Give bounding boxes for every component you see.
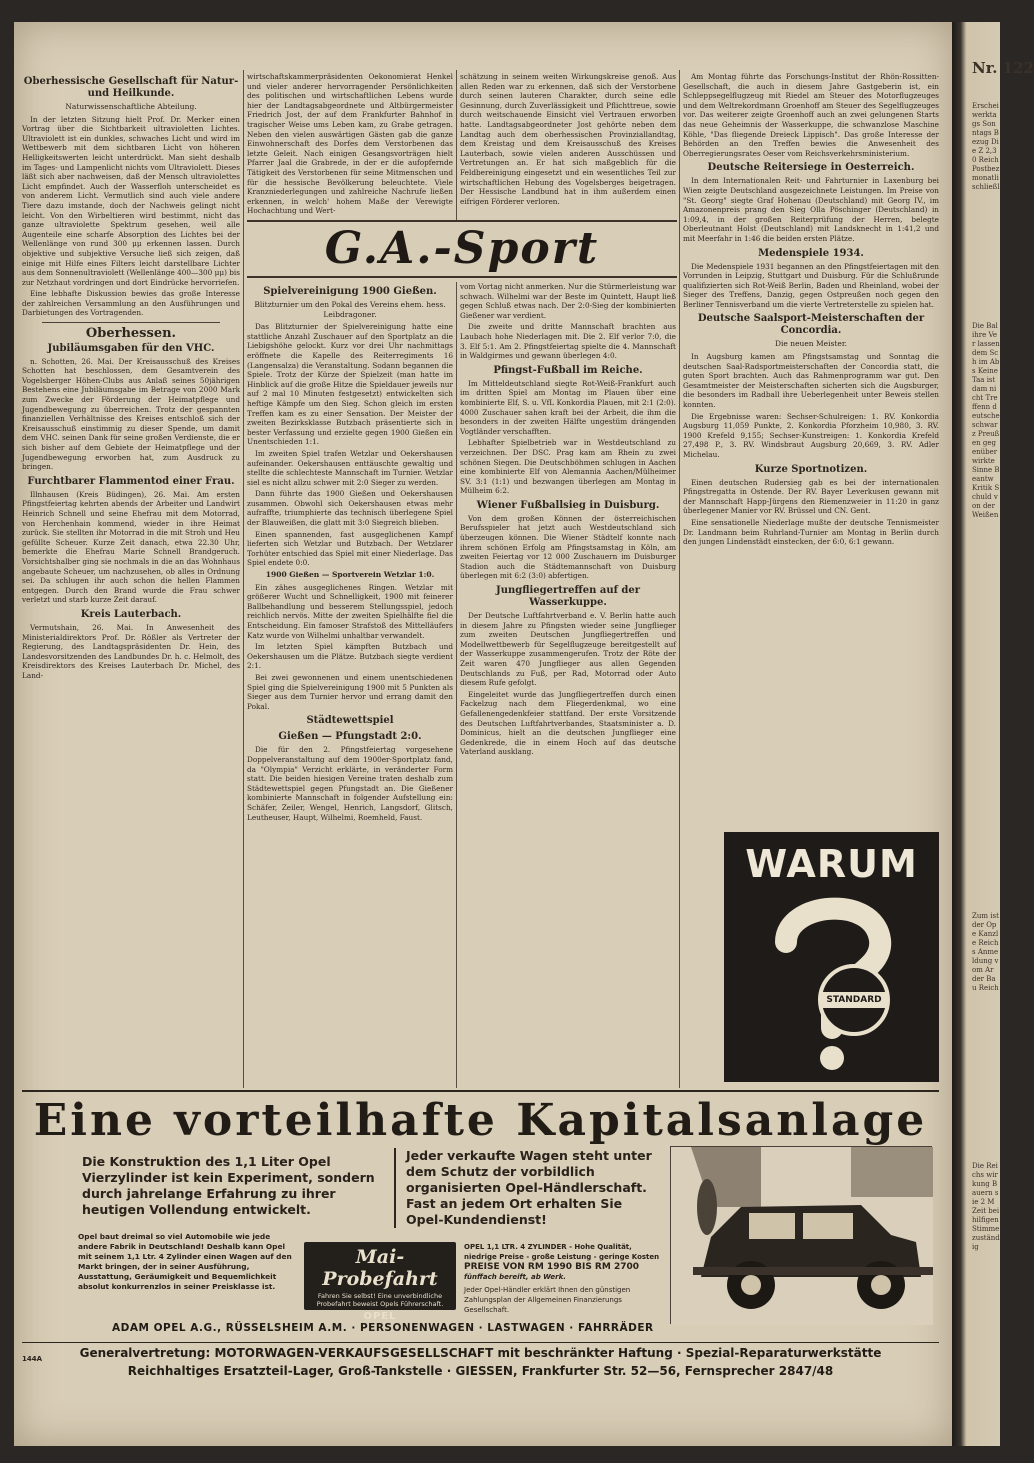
- ad-middle-text: Jeder verkaufte Wagen steht unter dem Schutz der vorbildlich organisierten Opel-Händlerschaft. Fast an jedem Ort erhalten Sie Opel-Kundendienst!: [394, 1148, 659, 1228]
- question-mark-icon: [724, 832, 939, 1082]
- article-subheadline: Naturwissenschaftliche Abteilung.: [65, 102, 197, 111]
- ad-standard-brand: STANDARD: [826, 995, 882, 1005]
- article-headline: Deutsche Saalsport-Meisterschaften der Concordia.: [697, 313, 925, 337]
- article-paragraph: vom Vortag nicht anmerken. Nur die Stürmerleistung war schwach. Wilhelmi war der Beste im Quintett, Haupt ließ gegen Schluß etwas nach. Der 2:0-Sieg der kombinierten Gießener war verdient.: [460, 282, 676, 320]
- article-paragraph: wirtschaftskammerpräsidenten Oekonomierat Henkel und vieler anderer hervorragender Persönlichkeiten des politischen und wirtschaftlichen Lebens wurde hier der Landtagsabgeordnete und Altbürgermeister Friedrich Jost, der auf dem Frankfurter Bahnhof in tragischer Weise ums Leben kam, zu Grabe getragen. Neben den vielen auswärtigen Gästen gab die ganze Einwohnerschaft des Dorfes dem Verstorbenen das letzte Geleit. Nach einigen Gesangsvorträgen hielt Pfarrer Jaal die Grabrede, in der er die aufopfernde Tätigkeit des Verstorbenen für seine Mitmenschen und für die hessische Bevölkerung beleuchtete. Viele Kranzniederlegungen und zahlreiche Nachrufe ließen erkennen, in welch' hohem Maße der Verewigte Hochachtung und Wert-: [247, 72, 453, 216]
- ad-company-line: ADAM OPEL A.G., RÜSSELSHEIM A.M. · PERSONENWAGEN · LASTWAGEN · FAHRRÄDER: [112, 1322, 654, 1334]
- sport-column-right: [460, 282, 676, 1088]
- ad-divider: [22, 1342, 939, 1343]
- article-headline: Jungfliegertreffen auf der Wasserkuppe.: [495, 585, 641, 609]
- article-subheadline: Die neuen Meister.: [775, 339, 847, 349]
- opel-logo: OPEL: [363, 1311, 397, 1322]
- page-code: 144A: [22, 1355, 43, 1363]
- top-middle-column: [247, 72, 453, 220]
- article-headline: Kurze Sportnotizen.: [754, 463, 868, 475]
- article-paragraph: Eine sensationelle Niederlage mußte der deutsche Tennismeister Dr. Landmann beim Ruhrland-Turnier am Montag in Berlin durch den jungen Lindenstädt einstecken, der 6:0, 6:1 gewann.: [683, 517, 939, 547]
- ad-specs: [464, 1242, 664, 1315]
- car-illustration: [670, 1146, 932, 1324]
- match-result-heading: 1900 Gießen — Sportverein Wetzlar 1:0.: [265, 570, 435, 580]
- article-paragraph: Eingeleitet wurde das Jungfliegertreffen durch einen Fackelzug nach dem Fliegerdenkmal, wo eine Gefallenengedenkfeier stattfand. Der erste Vorsitzende des Deutschen Luftfahrtverbandes, Staatsminister a. D. Dominicus, hielt an die deutschen Jungflieger eine Gedenkrede, die in einem Hoch auf das deutsche Vaterland ausklang.: [460, 689, 676, 757]
- section-rule: [42, 322, 220, 323]
- article-headline: Kreis Lauterbach.: [80, 608, 182, 620]
- column-divider: [456, 282, 457, 1088]
- specs-line: fünffach bereift, ab Werk.: [464, 1273, 566, 1281]
- article-paragraph: Im zweiten Spiel trafen Wetzlar und Oekershausen aufeinander. Oekershausen enttäuschte gewaltig und stellte die schlechteste Mannschaft im Turnier. Wetzlar siel es nicht allzu schwer mit 2:0 Sieger zu werden.: [247, 448, 453, 487]
- sport-section-title: G.A.-Sport: [324, 223, 600, 274]
- article-paragraph: Von dem großen Können der österreichischen Berufsspieler hat jetzt auch Westdeutschland sich überzeugen können. Die Wiener Städtelf konnte nach ihrem schönen Erfolg am Pfingstsamstag in Köln, am zweiten Feiertag vor 12 000 Zuschauern im Duisburger Stadion auch die Städtemannschaft von Duisburg überlegen mit 6:2 (3:0) abfertigen.: [460, 513, 676, 581]
- article-paragraph: In dem Internationalen Reit- und Fahrturnier in Laxenburg bei Wien zeigte Deutschland ausgezeichnete Leistungen. Im Preise von "St. Georg" siegte Graf Hohenau (Deutschland) mit Georg IV., im Amazonenpreis prang den Sieg Olla Pöschinger (Deutschland) in 1:09,4, in der großen Reiterprüfung der Herren, belegte Oberleutnant Holst (Deutschland) mit Landsknecht in 1:41,2 und mit Meerfahr in 1:46 die beiden ersten Plätze.: [683, 176, 939, 243]
- section-headline: Oberhessen.: [85, 326, 177, 342]
- article-paragraph: Die zweite und dritte Mannschaft brachten aus Laubach hohe Niederlagen mit. Die 2. Elf verlor 7:0, die 3. Elf 5:1. Am 2. Pfingstfeiertag spielte die 4. Mannschaft in Waldgirmes und gewann überlegen 4:0.: [460, 322, 676, 361]
- right-column: [683, 72, 939, 832]
- article-paragraph: Die für den 2. Pfingstfeiertag vorgesehene Doppelveranstaltung auf dem 1900er-Sportplatz fand, da "Olympia" Verzicht erklärte, in veränderter Form statt. Die beiden hiesigen Vereine traten deshalb zum Städtewettspiel gegen Pfungstadt an. Die Gießener kombinierte Mannschaft in folgender Aufstellung ein: Schäfer, Zeiler, Wengel, Henrich, Langsdorf, Glitsch, Leutheuser, Haupt, Wilhelmi, Roemheld, Faust.: [247, 745, 453, 822]
- sport-header-rule-top: [247, 220, 677, 222]
- article-paragraph: Einen spannenden, fast ausgeglichenen Kampf lieferten sich Wetzlar und Butzbach. Der Wetzlarer Torhüter entschied das Spiel mit einer Niederlage. Das Spiel endete 0:0.: [247, 529, 453, 568]
- gutter-text-block: Die Reichs wirkung Bauern sie 2 M Zeit bei hilfigen Stimme zuständig: [972, 1162, 1000, 1251]
- article-headline: Spielvereinigung 1900 Gießen.: [263, 286, 437, 297]
- article-headline: Pfingst-Fußball im Reiche.: [493, 364, 643, 376]
- article-headline: Furchtbarer Flammentod einer Frau.: [27, 475, 235, 487]
- left-column: [22, 72, 240, 1090]
- article-paragraph: In Augsburg kamen am Pfingstsamstag und Sonntag die deutschen Saal-Radsportmeisterschaften der Concordia statt, die guten Sport brachten. Auch das Rahmenprogramm war gut. Den Gesamtmeister der Meisterschaften sicherten sich die Augsburger, die besonders im Radball ihre Ueberlegenheit unter Beweis stellen konnten.: [683, 352, 939, 410]
- badge-title: Mai-Probefahrt: [322, 1246, 438, 1290]
- article-subheadline: Blitzturnier um den Pokal des Vereins ehem. hess. Leibdragoner.: [254, 300, 446, 319]
- sport-column-left: [247, 282, 453, 1088]
- article-paragraph: n. Schotten, 26. Mai. Der Kreisausschuß des Kreises Schotten hat beschlossen, dem Gesamtverein des Vogelsberger Höhen-Clubs aus Anlaß seines 50jährigen Bestehens eine Jubiläumsgabe im Betrage von 2000 Mark zum Zwecke der Förderung der Heimatpflege und Jugendbewegung zu überreichen. Trotz der gespannten finanziellen Verhältnisse des Kreises entschloß sich der Kreisausschuß einstimmig zu dieser Spende, um damit dem VHC. seinen Dank für seine großen Verdienste, die er sich bisher auf dem Gebiete der Heimatpflege und der Jugendbewegung erworben hat, zum Ausdruck zu bringen.: [22, 356, 240, 472]
- sport-header-rule-bottom: [247, 276, 677, 278]
- specs-price: PREISE VON RM 1990 BIS RM 2700: [464, 1262, 640, 1272]
- article-headline: Deutsche Reitersiege in Oesterreich.: [707, 162, 915, 174]
- article-paragraph: Die Ergebnisse waren: Sechser-Schulreigen: 1. RV. Konkordia Augsburg 11,059 Punkte, 2. Konkordia Pforzheim 10,980, 3. RV. 1900 Krefeld 9,155; Sechser-Kunstreigen: 1. Konkordia Krefeld 27,498 P., 3. RV. Windsbraut Augsburg 20,669, 3. RV. Adler Michelau.: [683, 411, 939, 459]
- article-paragraph: Eine lebhafte Diskussion bewies das große Interesse der zahlreichen Versammlung an den Ausführungen und Darbietungen des Vortragenden.: [22, 289, 240, 318]
- top-right-middle-column: [460, 72, 676, 220]
- ad-dealer-line: Generalvertretung: MOTORWAGEN-VERKAUFSGESELLSCHAFT mit beschränkter Haftung · Spezial-Reparaturwerkstätte: [79, 1346, 882, 1360]
- car-icon: [671, 1147, 933, 1325]
- article-headline: Medenspiele 1934.: [758, 247, 864, 259]
- specs-line: Jeder Opel-Händler erklärt Ihnen den günstigen Zahlungsplan der Allgemeinen Finanzierungs Gesellschaft.: [464, 1286, 631, 1314]
- article-headline: Oberhessische Gesellschaft für Natur- und Heilkunde.: [23, 76, 239, 99]
- article-paragraph: In der letzten Sitzung hielt Prof. Dr. Merker einen Vortrag über die Sichtbarkeit ultravioletten Lichtes. Ultraviolett ist ein dunkles, schwaches Licht und wird im Wettbewerb mit dem sichtbaren Licht von höheren Helligkeitswerten leicht unterdrückt. Man sieht deshalb im Tages- und Lampenlicht nichts vom Ultraviolett. Dieses läßt sich aber nachweisen, daß der Mensch ultraviolettes Licht empfindet. Auch der Wasserfloh unterscheidet es von anderem Licht. Vermutlich sind auch viele andere Tiere dazu imstande, doch der Nachweis gelingt nicht leicht. Von den Wirbeltieren wird bestimmt, nicht das ganze ultraviolette Spektrum gesehen, weil alle Augenteile eine scharfe Absorption des Lichtes bei der Wellenlänge von rund 300 μμ erkennen lassen. Durch objektive und subjektive Versuche ließ sich zeigen, daß einige mit Hilfe eines Filters leicht darstellbare Lichter aus dem Sonnenultraviolett (Wellenlänge 400—300 μμ) bis zur Netzhaut vordringen und dort Eindrücke hervorriefen.: [22, 114, 240, 287]
- ad-warum-word: WARUM: [745, 842, 918, 886]
- article-paragraph: Der Deutsche Luftfahrtverband e. V. Berlin hatte auch in diesem Jahre zu Pfingsten wieder seine Jungflieger zum zweiten Deutschen Jungfliegertreffen und Modellwettbewerb für Segelflugzeuge bereitgestellt auf der Wasserkuppe zusammengerufen. Trotz der Röte der Zeit waren 470 Jungflieger aus allen Gegenden Deutschlands zu Fuß, per Rad, Motorrad oder Auto diesem Rufe gefolgt.: [460, 611, 676, 688]
- ad-dealer-address: Reichhaltiges Ersatzteil-Lager, Groß-Tankstelle · GIESSEN, Frankfurter Str. 52—56, Fernsprecher 2847/48: [127, 1364, 834, 1378]
- specs-line: OPEL 1,1 LTR. 4 ZYLINDER - Hohe Qualität, niedrige Preise - große Leistung - geringe Kosten: [464, 1243, 660, 1261]
- ad-small-text: Opel baut dreimal so viel Automobile wie jede andere Fabrik in Deutschland! Deshalb kann Opel mit seinem 1,1 Ltr. 4 Zylinder einen Wagen auf den Markt bringen, der in seiner Ausführung, Ausstattung, Geräumigkeit und Bequemlichkeit absolut konkurrenzlos in seiner Preisklasse ist.: [78, 1232, 292, 1291]
- article-paragraph: schätzung in seinem weiten Wirkungskreise genoß. Aus allen Reden war zu erkennen, daß sich der Verstorbene durch seinen lauteren Charakter, durch seine edle Gesinnung, durch Zuverlässigkeit und Pflichttreue, sowie durch weitschauende Einsicht viel Vertrauen erworben hatte. Landtagsabgeordneter Jost gehörte neben dem Landtag auch dem oberhessischen Provinziallandtag, dem Kreistag und dem Kreisausschuß des Kreises Lauterbach, sowie vielen anderen Ausschüssen und Vertretungen an. Er hat sich maßgeblich für die Feldbereinigung eingesetzt und ein wesentliches Teil zur wirtschaftlichen Hebung des Vogelsberges beigetragen. Der Hessische Landbund hat in ihm außerdem einen eifrigen Förderer verloren.: [460, 72, 676, 206]
- ad-left-text: Die Konstruktion des 1,1 Liter Opel Vierzylinder ist kein Experiment, sondern durch jahrelange Erfahrung zu ihrer heutigen Vollendung entwickelt.: [82, 1154, 375, 1217]
- gutter-text-block: Erschei werktags Sonntags Bezug Die Z 2,30 Reich Postbez monatli schließl: [972, 102, 1000, 191]
- article-paragraph: Im Mitteldeutschland siegte Rot-Weiß-Frankfurt auch im dritten Spiel am Montag im Plauen über eine kombinierte Elf, S. u. VfL Konkordia Plauen, mit 2:1 (2:0). 4000 Zuschauer sahen kraft bei der Arbeit, die ihm die besonders in der zweiten Hälfte ungestüm drängenden Vogtländer verschafften.: [460, 378, 676, 436]
- article-headline: Wiener Fußballsieg in Duisburg.: [476, 499, 660, 511]
- column-divider: [243, 70, 244, 1088]
- column-divider: [456, 70, 457, 220]
- article-paragraph: Ein zähes ausgeglichenes Ringen. Wetzlar mit größerer Wucht und Schnelligkeit, 1900 mit feinerer Ballbehandlung und besserem Stellungsspiel, jedoch reichlich nervös. Mitte der zweiten Spielhälfte fiel die Entscheidung. Ein famoser Strafstoß des Mittelläufers Katz wurde von Wilhelmi unhaltbar verwandelt.: [247, 582, 453, 640]
- ad-headline: Eine vorteilhafte Kapitalsanlage: [33, 1095, 928, 1146]
- article-paragraph: Dann führte das 1900 Gießen und Oekershausen zusammen. Obwohl sich Oekershausen etwas mehr aufraffte, triumphierte das technisch überlegene Spiel der Blauweißen, die glatt mit 3:0 Siegreich blieben.: [247, 489, 453, 528]
- ad-probefahrt-badge: [304, 1242, 456, 1322]
- article-headline: Jubiläumsgaben für den VHC.: [47, 342, 215, 354]
- article-paragraph: Einen deutschen Rudersieg gab es bei der internationalen Pfingstregatta in Ostende. Der RV. Bayer Leverkusen gewann mit der Mannschaft Happ-Jürgens den Riemenzweier in 11:20 in ganz überlegener Manier vor RV. Brüssel und CN. Gent.: [683, 477, 939, 516]
- column-divider: [679, 70, 680, 1088]
- article-paragraph: Illnhausen (Kreis Büdingen), 26. Mai. Am ersten Pfingstfeiertag kehrten abends der Arbeiter und Landwirt Heinrich Schnell und seine Ehefrau mit dem Motorrad, von Herchenhain kommend, wieder in ihre Heimat zurück. Sie stellten ihr Motorrad in die mit Stroh und Heu gefüllte Scheuer. Kurze Zeit danach, etwa 22.30 Uhr, bemerkte die Ehefrau Marie Schnell Brandgeruch. Vorsichtshalber ging sie nochmals in die an das Wohnhaus angebaute Scheuer, um nachzusehen, ob alles in Ordnung sei. Da schlugen ihr auch schon die hellen Flammen entgegen. Durch den Brand wurde die Frau schwer verletzt und starb kurze Zeit darauf.: [22, 489, 240, 605]
- article-paragraph: Die Medenspiele 1931 begannen an den Pfingstfeiertagen mit den Vorrunden in Leipzig, Stuttgart und Duisburg. Für die Schlußrunde qualifizierten sich Rot-Weiß Berlin, Baden und Rheinland, wobei der Sieger des Treffens, Danzig, gegen Ostpreußen noch gegen den Berliner Tennisverband um die vierte Vertreterstelle zu spielen hat.: [683, 261, 939, 309]
- gutter-text-block: Zum ist der Ope Kanzle Reichs Anmeldung vom Ar der Bau Reich: [972, 912, 999, 992]
- article-paragraph: Bei zwei gewonnenen und einem unentschiedenen Spiel ging die Spielvereinigung 1900 mit 5 Punkten als Sieger aus dem Turnier hervor und errang damit den Pokal.: [247, 672, 453, 711]
- article-headline: Städtewettspiel: [306, 715, 394, 727]
- badge-text: Fahren Sie selbst! Eine unverbindliche Probefahrt beweist Opels Führerschaft.: [316, 1292, 444, 1308]
- article-paragraph: Vermutshain, 26. Mai. In Anwesenheit des Ministerialdirektors Prof. Dr. Rößler als Vertreter der Regierung, des Landtagspräsidenten Dr. Hein, des Landesvorsitzenden des Landbundes Dr. h. c. Helmolt, des Kreisdirektors des Kreises Lauterbach Dr. Michel, des Land-: [22, 622, 240, 680]
- standard-advertisement: [724, 832, 939, 1082]
- gutter-text-block: Die Bal ihre Ver lassen dem Sch im Abs Keine Taa ist dam nicht Treffenn deutsche schwarz Preußen gegenüber wirkte Sinne Beantw Kritik Schuld von der Weißen: [972, 322, 1000, 519]
- article-headline: Gießen — Pfungstadt 2:0.: [278, 731, 422, 743]
- article-paragraph: Im letzten Spiel kämpften Butzbach und Oekershausen um die Plätze. Butzbach siegte verdient 2:1.: [247, 642, 453, 671]
- article-paragraph: Lebhafter Spielbetrieb war in Westdeutschland zu verzeichnen. Der DSC. Prag kam am Rhein zu zwei schönen Siegen. Die Deutschböhmen schlugen in Aachen eine kombinierte Elf von Alemannia Aachen/Mülheimer SV. 3:1 (1:1) und bezwangen überlegen am Montag in Mülheim 6:2.: [460, 438, 676, 496]
- article-paragraph: Am Montag führte das Forschungs-Institut der Rhön-Rossitten-Gesellschaft, die auch in diesem Jahre Gastgeberin ist, ein Schleppsegelflugzeug mit Riedel am Steuer des Motorflugzeuges und dem Weltrekordmann Groenhoff am Steuer des Segelflugzeuges vor. Das weiterer zeigte Groenhoff auch an zwei gelungenen Starts das neue Geheimnis der Wasserkuppe, die schwanzlose Maschine Köhle, "Das fliegende Dreieck Lippisch". Das große Interesse der Behörden an den Treffen bewies die Anwesenheit des Oberregierungsrates Oeser vom Reichsverkehrsministerium.: [683, 72, 939, 158]
- opel-advertisement: [22, 1090, 939, 1412]
- article-paragraph: Das Blitzturnier der Spielvereinigung hatte eine stattliche Anzahl Zuschauer auf den Sportplatz an die Liebigshöhe gelockt. Kurz vor drei Uhr nachmittags eröffnete die Kapelle des Reiterregiments 16 (Langensalza) die Veranstaltung. Sodann begannen die Spiele. Trotz der Kürze der Spielzeit (man hatte im Hinblick auf die große Hitze die Spieldauer jeweils nur auf 2 mal 10 Minuten festgesetzt) entwickelten sich heftige Kämpfe um den Sieg. Schon gleich im ersten Treffen kam es zu einer Sensation. Der Meister der zweiten Bezirksklasse Butzbach präsentierte sich in bester Verfassung und erzielte gegen 1900 Gießen ein Unentschieden 1:1.: [247, 322, 453, 447]
- adjacent-page-edge: [952, 22, 1034, 1446]
- gutter-issue-number: Nr. 122: [972, 59, 1034, 77]
